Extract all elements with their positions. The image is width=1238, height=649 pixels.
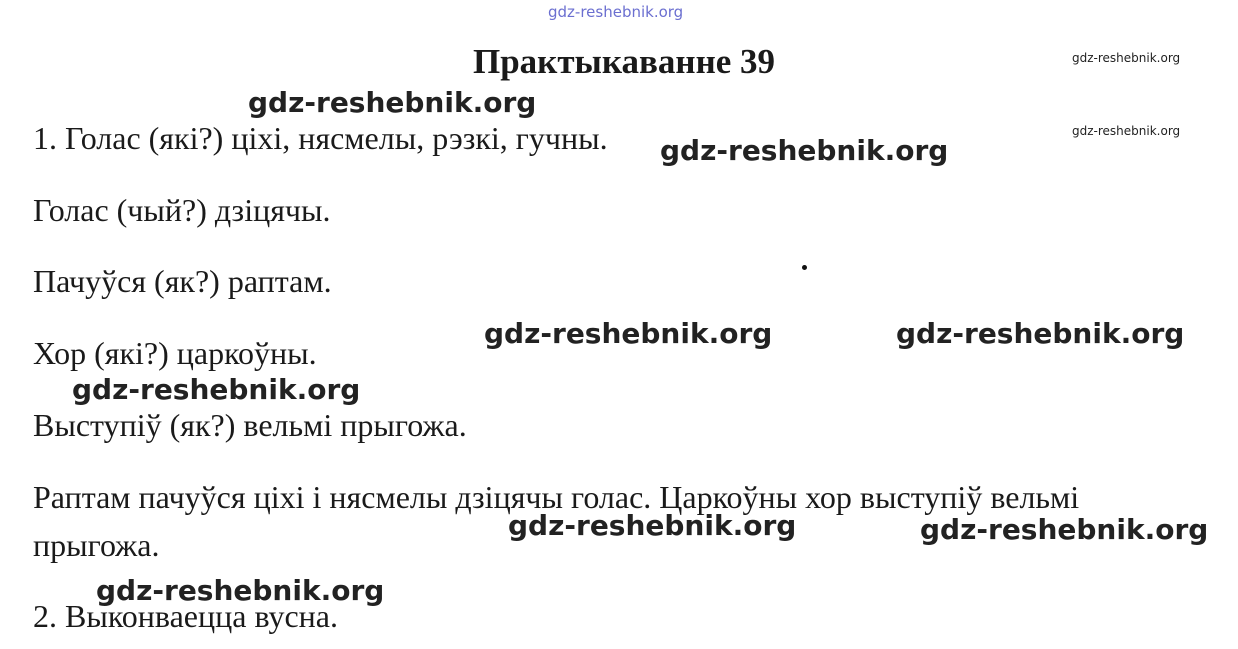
watermark: gdz-reshebnik.org — [96, 574, 385, 607]
watermark: gdz-reshebnik.org — [660, 134, 949, 167]
watermark-small: gdz-reshebnik.org — [1072, 124, 1181, 138]
page-title: Практыкаванне 39 — [472, 42, 776, 81]
answer-line: Пачуўся (як?) раптам. — [33, 263, 332, 299]
answer-line: 2. Выконваецца вусна. — [33, 598, 338, 634]
answer-line: Хор (які?) царкоўны. — [33, 335, 317, 371]
watermark: gdz-reshebnik.org — [484, 317, 773, 350]
answer-line: Раптам пачуўся ціхі і нясмелы дзіцячы голас. Царкоўны хор выступіў вельмі — [33, 479, 1080, 515]
answer-line: Выступіў (як?) вельмі прыгожа. — [33, 407, 467, 443]
watermark: gdz-reshebnik.org — [248, 86, 537, 119]
watermark: gdz-reshebnik.org — [72, 373, 361, 406]
stray-dot — [802, 265, 807, 270]
watermark-top: gdz-reshebnik.org — [548, 3, 684, 21]
answer-line: прыгожа. — [33, 527, 160, 563]
watermark: gdz-reshebnik.org — [508, 509, 797, 542]
answer-line: Голас (чый?) дзіцячы. — [33, 192, 331, 228]
watermark-small: gdz-reshebnik.org — [1072, 51, 1181, 65]
watermark: gdz-reshebnik.org — [896, 317, 1185, 350]
watermark: gdz-reshebnik.org — [920, 513, 1209, 546]
answer-line: 1. Голас (які?) ціхі, нясмелы, рэзкі, гучны. — [33, 120, 608, 156]
